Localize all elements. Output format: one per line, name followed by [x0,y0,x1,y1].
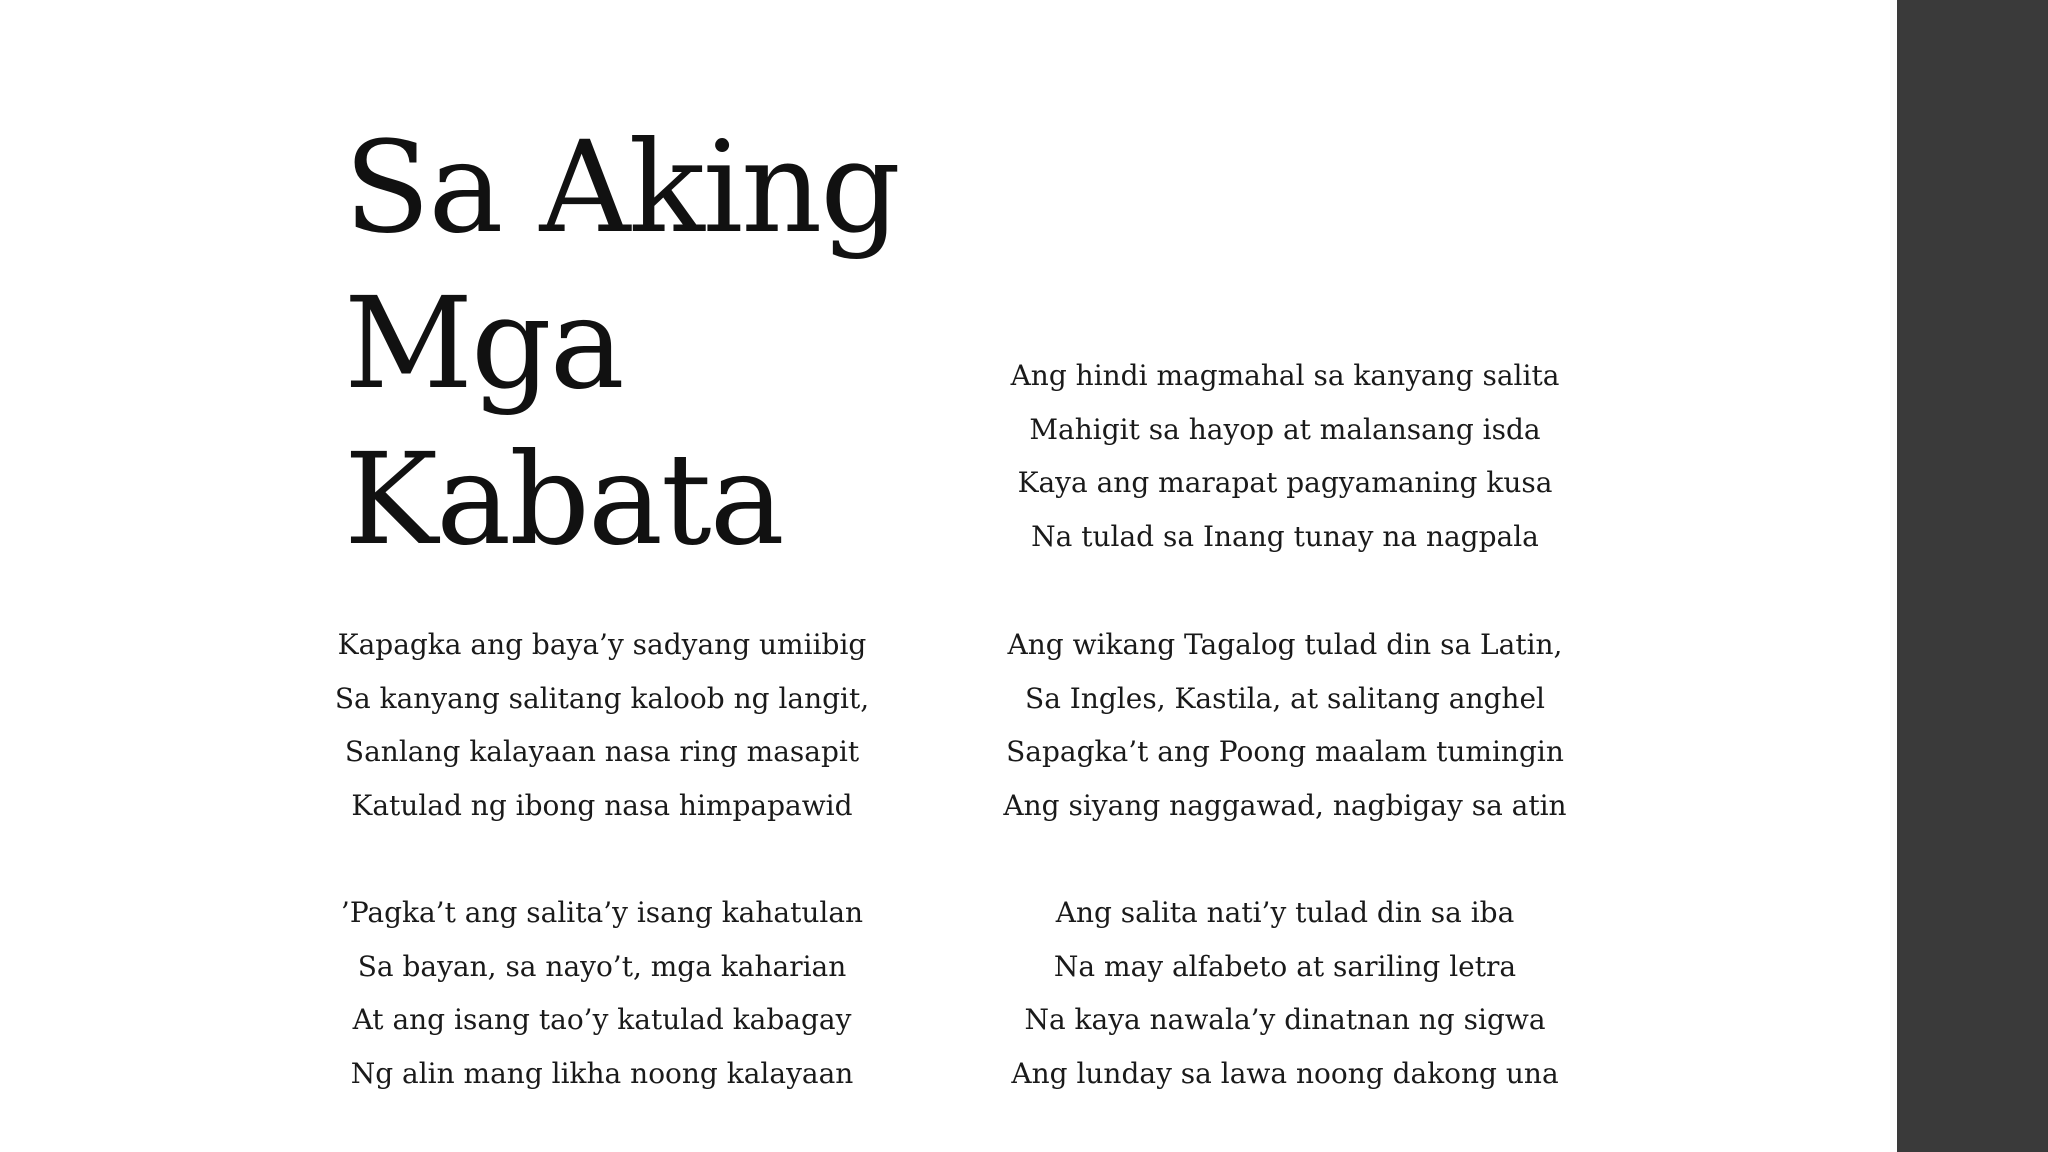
verse-line: Ang siyang naggawad, nagbigay sa atin [1003,789,1567,823]
verse-line: Sa kanyang salitang kaloob ng langit, [334,681,870,715]
stanza-4 [985,618,1585,833]
stanza-3 [985,349,1585,564]
verse-line: Na tulad sa Inang tunay na nagpala [1031,520,1539,554]
verse-line: Ang salita nati’y tulad din sa iba [1055,896,1515,929]
title-line: Sa Aking [344,114,899,261]
verse-line: Ang lunday sa lawa noong dakong una [1011,1057,1559,1091]
verse-line: Sa bayan, sa nayo’t, mga kaharian [357,949,847,983]
stanza-1 [302,618,902,833]
stanza-5 [985,886,1585,1101]
verse-line: Sapagka’t ang Poong maalam tumingin [1006,735,1564,769]
verse-line: Katulad ng ibong nasa himpapawid [351,789,853,823]
verse-line: Na kaya nawala’y dinatnan ng sigwa [1024,1003,1546,1037]
side-accent-bar [1897,0,2048,1152]
verse-line: Kapagka ang baya’y sadyang umiibig [337,628,867,661]
title-line: Kabata [344,426,783,573]
verse-line: Ng alin mang likha noong kalayaan [350,1057,854,1091]
verse-line: ’Pagka’t ang salita’y isang kahatulan [340,896,864,929]
verse-line: Mahigit sa hayop at malansang isda [1029,412,1541,446]
verse-line: Na may alfabeto at sariling letra [1053,949,1517,983]
verse-line: At ang isang tao’y katulad kabagay [352,1003,852,1037]
verse-line: Sa Ingles, Kastila, at salitang anghel [1025,681,1545,715]
poem-title [344,110,899,578]
verse-line: Kaya ang marapat pagyamaning kusa [1017,466,1553,500]
title-line: Mga [344,270,623,417]
stanza-2 [302,886,902,1101]
verse-line: Ang hindi magmahal sa kanyang salita [1010,359,1560,392]
verse-line: Ang wikang Tagalog tulad din sa Latin, [1007,628,1563,661]
verse-line: Sanlang kalayaan nasa ring masapit [344,735,860,769]
